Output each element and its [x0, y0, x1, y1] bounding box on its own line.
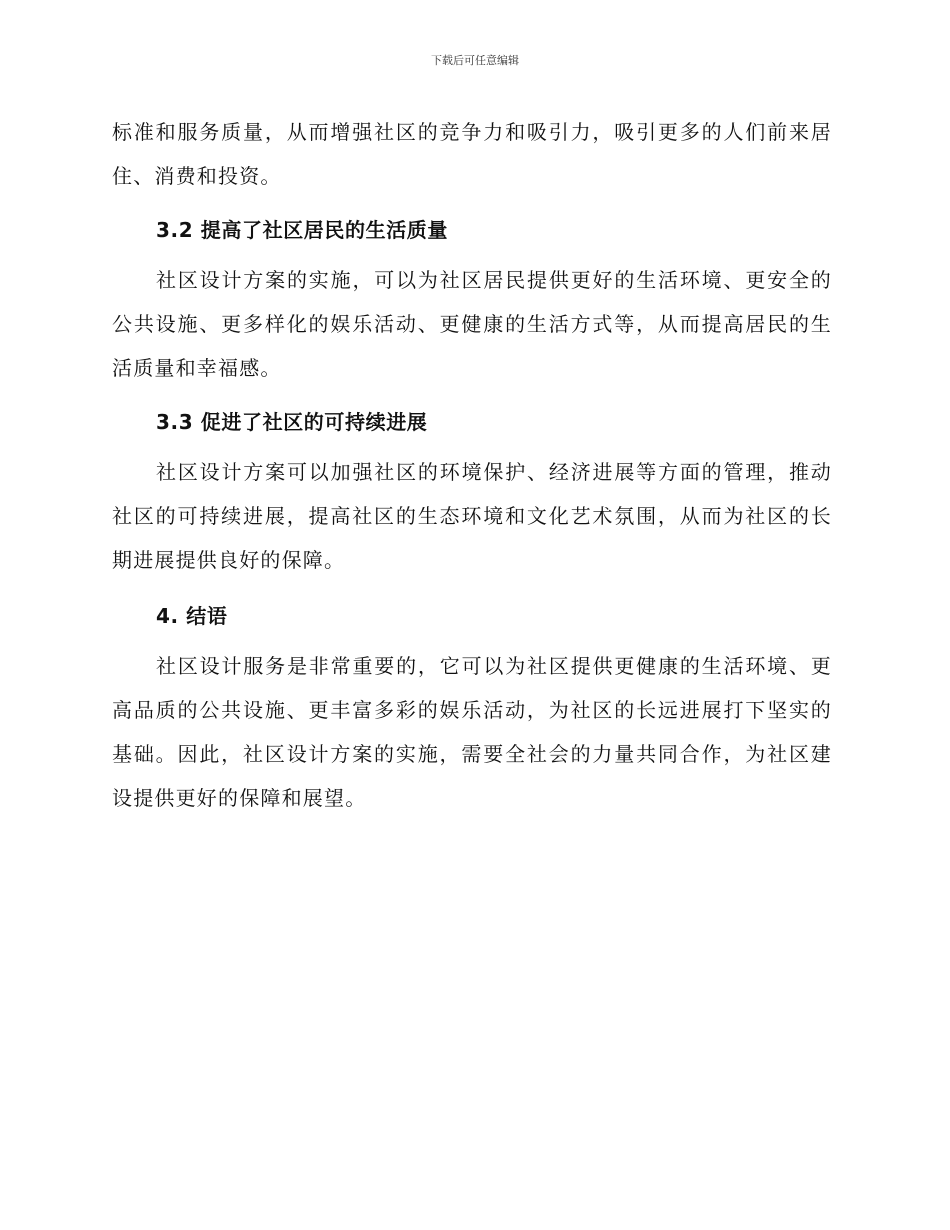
section-heading-3-3: 3.3 促进了社区的可持续进展 [156, 410, 428, 434]
paragraph-continued: 标准和服务质量，从而增强社区的竞争力和吸引力，吸引更多的人们前来居住、消费和投资。 [112, 120, 832, 188]
section-heading-3-2: 3.2 提高了社区居民的生活质量 [156, 218, 448, 242]
paragraph-3-2: 社区设计方案的实施，可以为社区居民提供更好的生活环境、更安全的公共设施、更多样化的娱乐活动、更健康的生活方式等，从而提高居民的生活质量和幸福感。 [112, 268, 832, 380]
page-header-note: 下载后可任意编辑 [431, 54, 519, 67]
section-heading-4: 4. 结语 [156, 604, 228, 628]
paragraph-4: 社区设计服务是非常重要的，它可以为社区提供更健康的生活环境、更高品质的公共设施、更丰富多彩的娱乐活动，为社区的长远进展打下坚实的基础。因此，社区设计方案的实施，需要全社会的力量共同合作，为社区建设提供更好的保障和展望。 [112, 654, 832, 810]
paragraph-3-3: 社区设计方案可以加强社区的环境保护、经济进展等方面的管理，推动社区的可持续进展，提高社区的生态环境和文化艺术氛围，从而为社区的长期进展提供良好的保障。 [112, 460, 832, 572]
document-body [112, 110, 832, 820]
